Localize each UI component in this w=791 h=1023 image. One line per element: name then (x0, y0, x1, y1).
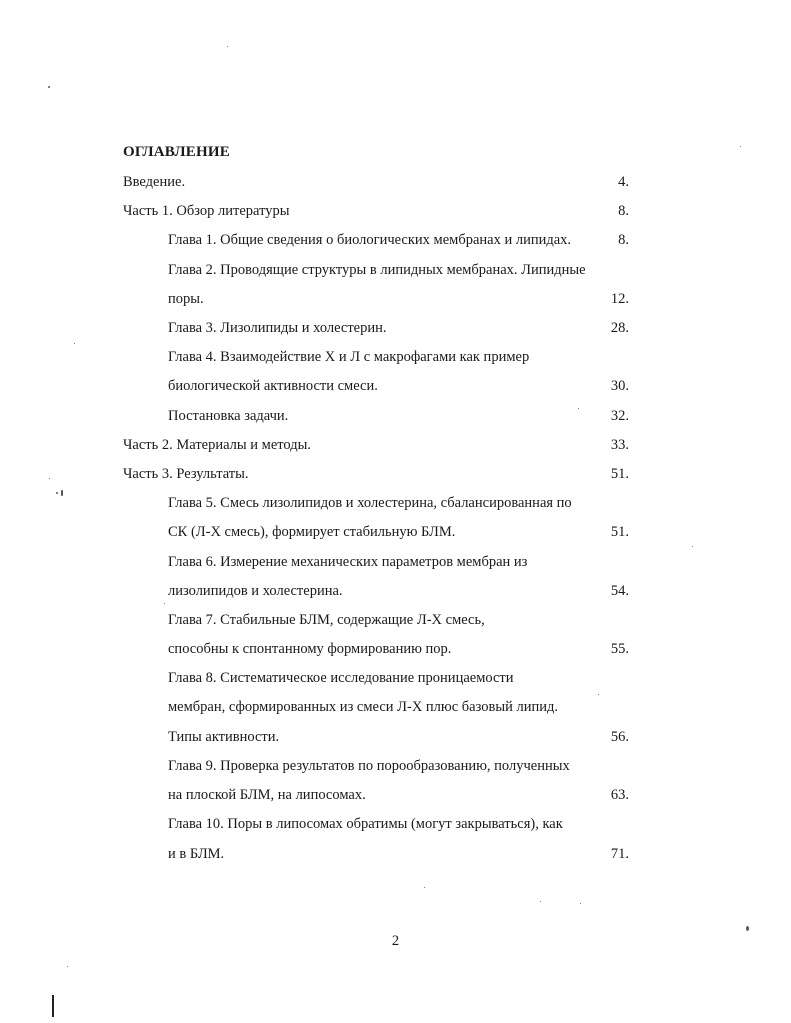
toc-entry-chapter-10-cont: и в БЛМ. (168, 846, 225, 862)
scan-speck (740, 146, 741, 147)
toc-page-number: 12. (610, 291, 629, 307)
toc-entry-chapter-2: Глава 2. Проводящие структуры в липидных мембранах. Липидные (168, 262, 586, 278)
scan-speck (164, 603, 165, 604)
page-number: 2 (391, 933, 400, 949)
toc-entry-chapter-7: Глава 7. Стабильные БЛМ, содержащие Л-Х смесь, (168, 612, 485, 628)
toc-entry-problem-statement: Постановка задачи. (168, 408, 289, 424)
toc-page-number: 55. (610, 641, 629, 657)
toc-entry-chapter-5: Глава 5. Смесь лизолипидов и холестерина, сбалансированная по (168, 495, 572, 511)
toc-title: ОГЛАВЛЕНИЕ (123, 144, 230, 160)
toc-page-number: 51. (610, 466, 629, 482)
scan-speck (578, 408, 579, 409)
toc-entry-part-2: Часть 2. Материалы и методы. (123, 437, 311, 453)
scan-speck (48, 86, 50, 88)
toc-entry-chapter-3: Глава 3. Лизолипиды и холестерин. (168, 320, 387, 336)
scan-speck (74, 343, 75, 344)
toc-page-number: 4. (618, 174, 629, 190)
toc-entry-chapter-5-cont: СК (Л-Х смесь), формирует стабильную БЛМ. (168, 524, 456, 540)
toc-entry-chapter-9: Глава 9. Проверка результатов по порообразованию, полученных (168, 758, 570, 774)
toc-entry-chapter-2-cont: поры. (168, 291, 204, 307)
toc-entry-chapter-7-cont: способны к спонтанному формированию пор. (168, 641, 452, 657)
toc-page-number: 8. (618, 232, 629, 248)
toc-page-number: 63. (610, 787, 629, 803)
toc-entry-part-3: Часть 3. Результаты. (123, 466, 249, 482)
scan-speck (424, 887, 425, 888)
toc-entry-chapter-9-cont: на плоской БЛМ, на липосомах. (168, 787, 366, 803)
toc-entry-part-1: Часть 1. Обзор литературы (123, 203, 290, 219)
scan-speck (227, 46, 228, 47)
scan-speck (580, 903, 581, 904)
toc-entry-chapter-6-cont: лизолипидов и холестерина. (168, 583, 343, 599)
toc-entry-chapter-8-cont: мембран, сформированных из смеси Л-Х плюс базовый липид. (168, 699, 558, 715)
toc-page-number: 8. (618, 203, 629, 219)
toc-entry-chapter-1: Глава 1. Общие сведения о биологических мембранах и липидах. (168, 232, 572, 248)
toc-entry-chapter-6: Глава 6. Измерение механических параметров мембран из (168, 554, 528, 570)
toc-page-number: 71. (610, 846, 629, 862)
scan-speck (692, 546, 693, 547)
toc-page-number: 51. (610, 524, 629, 540)
scan-speck (540, 901, 541, 902)
toc-entry-chapter-10: Глава 10. Поры в липосомах обратимы (могут закрываться), как (168, 816, 563, 832)
scan-speck (56, 492, 58, 494)
toc-entry-chapter-8: Глава 8. Систематическое исследование проницаемости (168, 670, 514, 686)
toc-entry-introduction: Введение. (123, 174, 186, 190)
toc-entry-chapter-4: Глава 4. Взаимодействие X и Л с макрофагами как пример (168, 349, 530, 365)
toc-page-number: 32. (610, 408, 629, 424)
toc-page-number: 28. (610, 320, 629, 336)
toc-entry-chapter-8-cont-2: Типы активности. (168, 729, 280, 745)
scan-speck (598, 694, 599, 695)
toc-entry-chapter-4-cont: биологической активности смеси. (168, 378, 378, 394)
toc-page-number: 54. (610, 583, 629, 599)
scan-edge-mark (52, 995, 54, 1017)
scan-speck (49, 478, 50, 479)
scan-speck (67, 966, 68, 967)
scan-speck (746, 926, 749, 931)
toc-page-number: 30. (610, 378, 629, 394)
toc-page-number: 33. (610, 437, 629, 453)
toc-page-number: 56. (610, 729, 629, 745)
scan-speck (61, 490, 63, 496)
